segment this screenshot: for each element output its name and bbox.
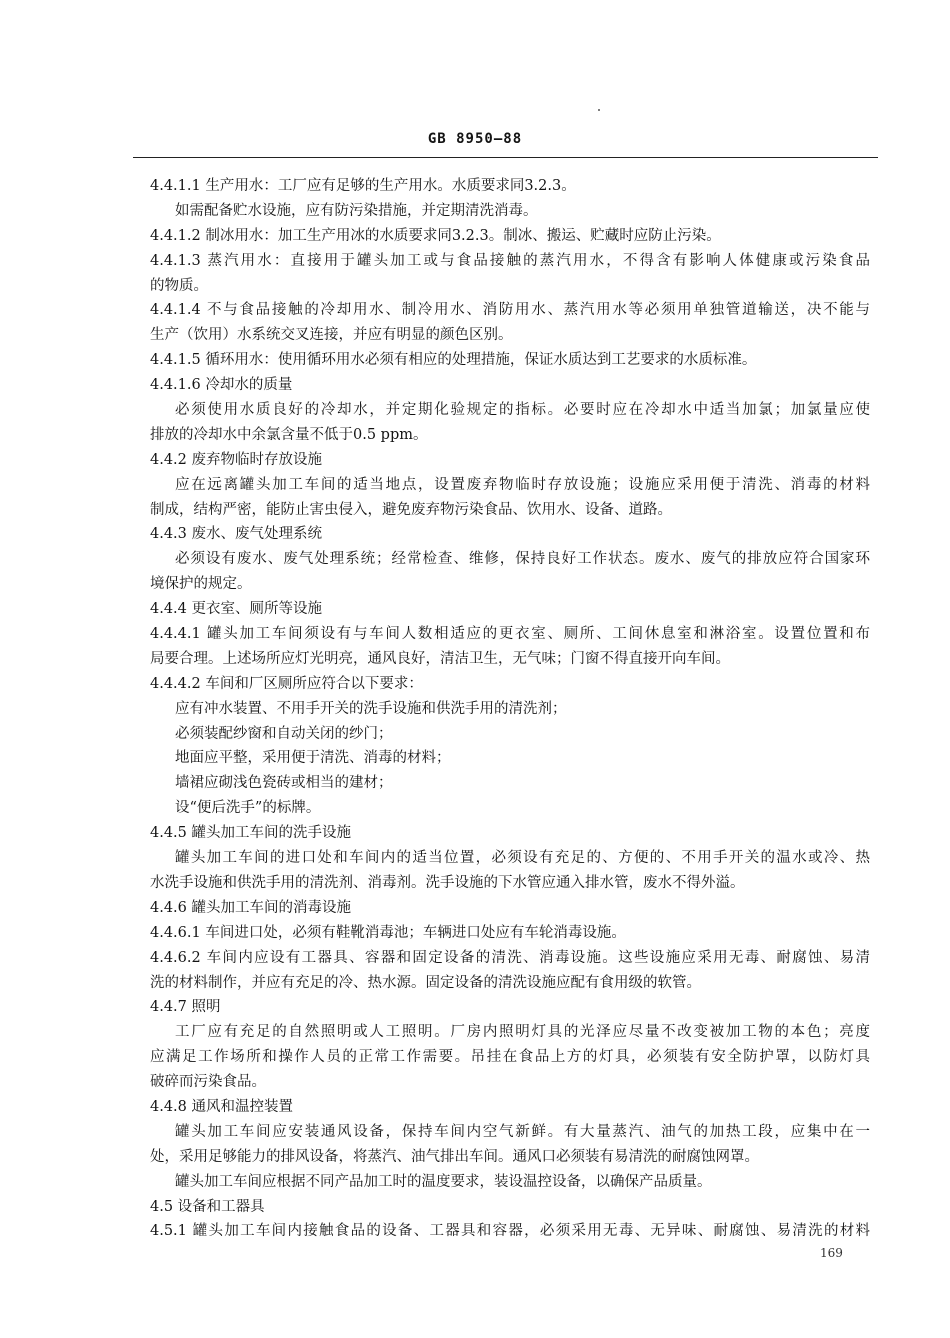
text-line: 4.4.4.2 车间和厂区厕所应符合以下要求： — [150, 675, 423, 692]
text-line: 应满足工作场所和操作人员的正常工作需要。吊挂在食品上方的灯具，必须装有安全防护罩，以防灯具 — [150, 1049, 870, 1066]
text-line: 4.4.6.2 车间内应设有工器具、容器和固定设备的清洗、消毒设施。这些设施应采用无毒、耐腐蚀、易清 — [150, 949, 870, 966]
text-line: 工厂应有充足的自然照明或人工照明。厂房内照明灯具的光泽应尽量不改变被加工物的本色；亮度 — [175, 1024, 870, 1041]
text-line: 设“便后洗手”的标牌。 — [175, 800, 321, 817]
document-body — [150, 174, 870, 1244]
text-line: 洗的材料制作，并应有充足的冷、热水源。固定设备的清洗设施应配有食用级的软管。 — [150, 974, 701, 991]
text-line: 应在远离罐头加工车间的适当地点，设置废弃物临时存放设施；设施应采用便于清洗、消毒的材料 — [175, 476, 870, 493]
text-line: 4.4.1.2 制冰用水：加工生产用冰的水质要求同3.2.3。制冰、搬运、贮藏时应防止污染。 — [150, 227, 721, 244]
text-line: 4.4.1.6 冷却水的质量 — [150, 377, 293, 394]
header-rule — [133, 157, 878, 158]
text-line: 局要合理。上述场所应灯光明亮，通风良好，清洁卫生，无气味；门窗不得直接开向车间。 — [150, 650, 730, 667]
text-line: 如需配备贮水设施，应有防污染措施，并定期清洗消毒。 — [175, 202, 538, 219]
scan-speck — [598, 109, 600, 111]
text-line: 4.4.2 废弃物临时存放设施 — [150, 451, 323, 468]
page-number: 169 — [820, 1246, 843, 1260]
text-line: 4.4.4.1 罐头加工车间须设有与车间人数相适应的更衣室、厕所、工间休息室和淋浴室。设置位置和布 — [150, 626, 870, 643]
text-line: 4.4.5 罐头加工车间的洗手设施 — [150, 825, 352, 842]
text-line: 4.4.3 废水、废气处理系统 — [150, 526, 323, 543]
text-line: 4.4.1.3 蒸汽用水：直接用于罐头加工或与食品接触的蒸汽用水，不得含有影响人体健康或污染食品 — [150, 252, 870, 269]
text-line: 处，采用足够能力的排风设备，将蒸汽、油气排出车间。通风口必须装有易清洗的耐腐蚀网罩。 — [150, 1148, 759, 1165]
text-line: 境保护的规定。 — [150, 576, 252, 593]
text-line: 4.4.1.4 不与食品接触的冷却用水、制冷用水、消防用水、蒸汽用水等必须用单独管道输送，决不能与 — [150, 302, 870, 319]
text-line: 破碎而污染食品。 — [150, 1074, 266, 1091]
text-line: 制成，结构严密，能防止害虫侵入，避免废弃物污染食品、饮用水、设备、道路。 — [150, 501, 672, 518]
text-line: 水洗手设施和供洗手用的清洗剂、消毒剂。洗手设施的下水管应通入排水管，废水不得外溢。 — [150, 874, 745, 891]
text-line: 必须使用水质良好的冷却水，并定期化验规定的指标。必要时应在冷却水中适当加氯；加氯量应使 — [175, 402, 870, 419]
text-line: 排放的冷却水中余氯含量不低于0.5 ppm。 — [150, 426, 428, 443]
text-line: 地面应平整，采用便于清洗、消毒的材料； — [175, 750, 451, 767]
text-line: 罐头加工车间应根据不同产品加工时的温度要求，装设温控设备，以确保产品质量。 — [175, 1173, 712, 1190]
text-line: 罐头加工车间的进口处和车间内的适当位置，必须设有充足的、方便的、不用手开关的温水或冷、热 — [175, 850, 870, 867]
text-line: 应有冲水装置、不用手开关的洗手设施和供洗手用的清洗剂； — [175, 700, 567, 717]
text-line: 4.4.7 照明 — [150, 999, 221, 1016]
text-line: 必须装配纱窗和自动关闭的纱门； — [175, 725, 393, 742]
text-line: 罐头加工车间应安装通风设备，保持车间内空气新鲜。有大量蒸汽、油气的加热工段，应集中在一 — [175, 1123, 870, 1140]
text-line: 的物质。 — [150, 277, 208, 294]
page-header: GB 8950—88 — [427, 131, 523, 147]
text-line: 4.4.6.1 车间进口处，必须有鞋靴消毒池；车辆进口处应有车轮消毒设施。 — [150, 924, 626, 941]
text-line: 生产（饮用）水系统交叉连接，并应有明显的颜色区别。 — [150, 327, 513, 344]
text-line: 4.4.8 通风和温控装置 — [150, 1098, 294, 1115]
text-line: 4.5.1 罐头加工车间内接触食品的设备、工器具和容器，必须采用无毒、无异味、耐腐蚀、易清洗的材料 — [150, 1223, 870, 1240]
text-line: 4.5 设备和工器具 — [150, 1198, 265, 1215]
text-line: 墙裙应砌浅色瓷砖或相当的建材； — [175, 775, 393, 792]
text-line: 必须设有废水、废气处理系统；经常检查、维修，保持良好工作状态。废水、废气的排放应符合国家环 — [175, 551, 870, 568]
text-line: 4.4.6 罐头加工车间的消毒设施 — [150, 899, 352, 916]
text-line: 4.4.1.5 循环用水：使用循环用水必须有相应的处理措施，保证水质达到工艺要求的水质标准。 — [150, 352, 757, 369]
text-line: 4.4.4 更衣室、厕所等设施 — [150, 601, 323, 618]
text-line: 4.4.1.1 生产用水：工厂应有足够的生产用水。水质要求同3.2.3。 — [150, 178, 576, 194]
